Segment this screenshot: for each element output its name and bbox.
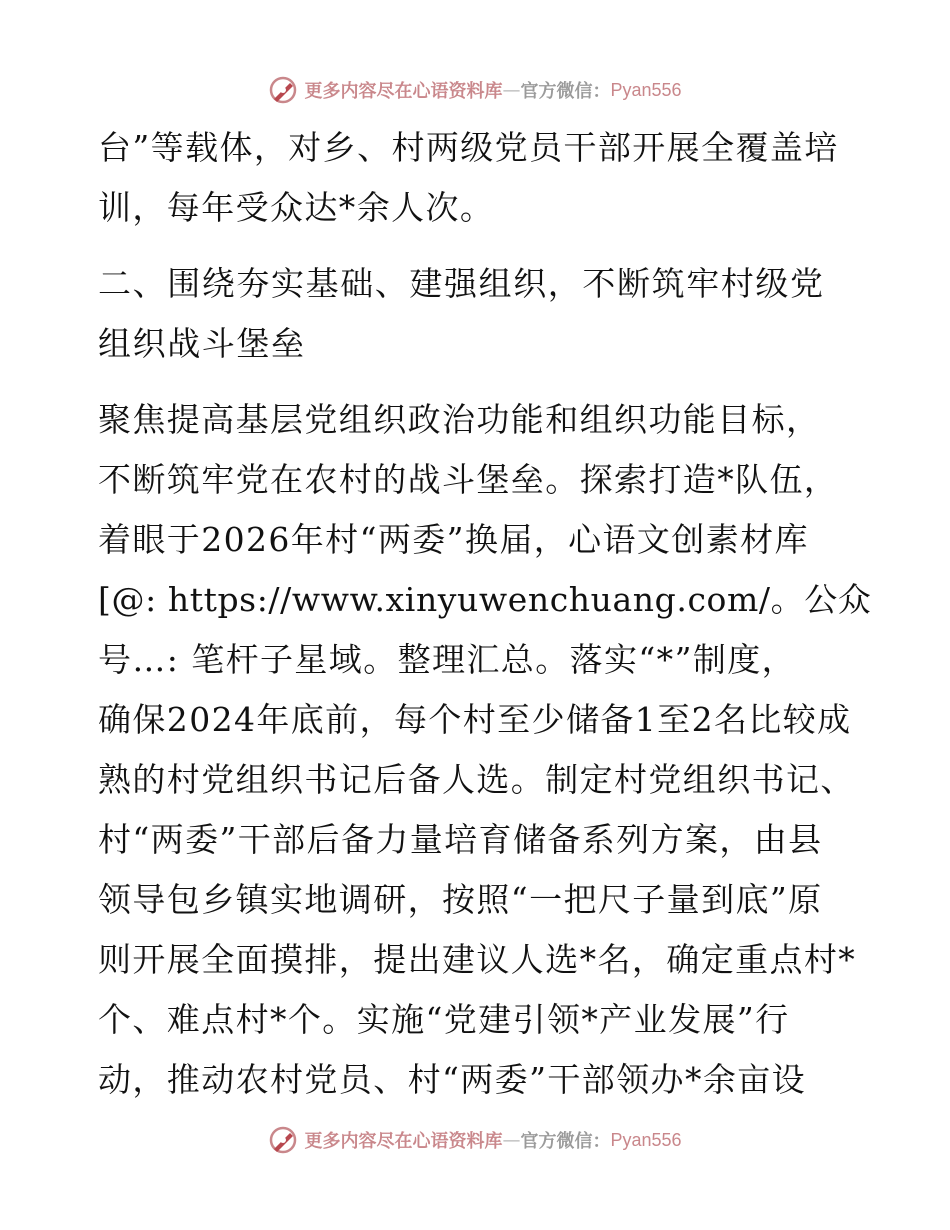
watermark-label: 官方微信： xyxy=(520,1131,611,1152)
watermark-footer xyxy=(0,1120,950,1160)
watermark-main-text: 更多内容尽在心语资料库 xyxy=(304,1131,503,1152)
watermark-label: 官方微信： xyxy=(520,81,611,102)
text-line: 不断筑牢党在农村的战斗堡垒。探索打造*队伍， xyxy=(98,460,839,499)
watermark-main-text: 更多内容尽在心语资料库 xyxy=(304,81,503,102)
text-line: 则开展全面摸排，提出建议人选*名，确定重点村* xyxy=(98,940,857,979)
watermark-wechat-id: Pyan556 xyxy=(610,1129,682,1150)
text-line: 个、难点村*个。实施“党建引领*产业发展”行 xyxy=(98,1000,790,1039)
watermark-header xyxy=(0,70,950,110)
text-line-url: [@: https://www.xinyuwenchuang.com/。公众 xyxy=(98,580,872,619)
text-line: 训，每年受众达*余人次。 xyxy=(98,188,495,227)
heading-line: 组织战斗堡垒 xyxy=(98,324,306,363)
text-line: 聚焦提高基层党组织政治功能和组织功能目标， xyxy=(98,400,821,439)
text-line: 动，推动农村党员、村“两委”干部领办*余亩设 xyxy=(98,1060,807,1099)
watermark-wechat-id: Pyan556 xyxy=(610,79,682,100)
text-line: 村“两委”干部后备力量培育储备系列方案，由县 xyxy=(98,820,823,859)
paragraph-2 xyxy=(98,390,872,1110)
pen-circle-logo-icon xyxy=(268,75,298,105)
text-line: 熟的村党组织书记后备人选。制定村党组织书记、 xyxy=(98,760,855,799)
section-heading xyxy=(98,254,858,374)
pen-circle-logo-icon xyxy=(268,1125,298,1155)
watermark-dash: — xyxy=(502,79,521,101)
document-body xyxy=(98,118,872,1110)
text-line: 号…: 笔杆子星域。整理汇总。落实“*”制度， xyxy=(98,640,797,679)
paragraph-1 xyxy=(98,118,858,238)
text-line: 台”等载体，对乡、村两级党员干部开展全覆盖培 xyxy=(98,128,839,167)
watermark-dash: — xyxy=(502,1129,521,1151)
text-line: 确保2024年底前，每个村至少储备1至2名比较成 xyxy=(98,700,852,739)
text-line: 领导包乡镇实地调研，按照“一把尺子量到底”原 xyxy=(98,880,823,919)
heading-line: 二、围绕夯实基础、建强组织，不断筑牢村级党 xyxy=(98,264,825,303)
text-line: 着眼于2026年村“两委”换届，心语文创素材库 xyxy=(98,520,809,559)
